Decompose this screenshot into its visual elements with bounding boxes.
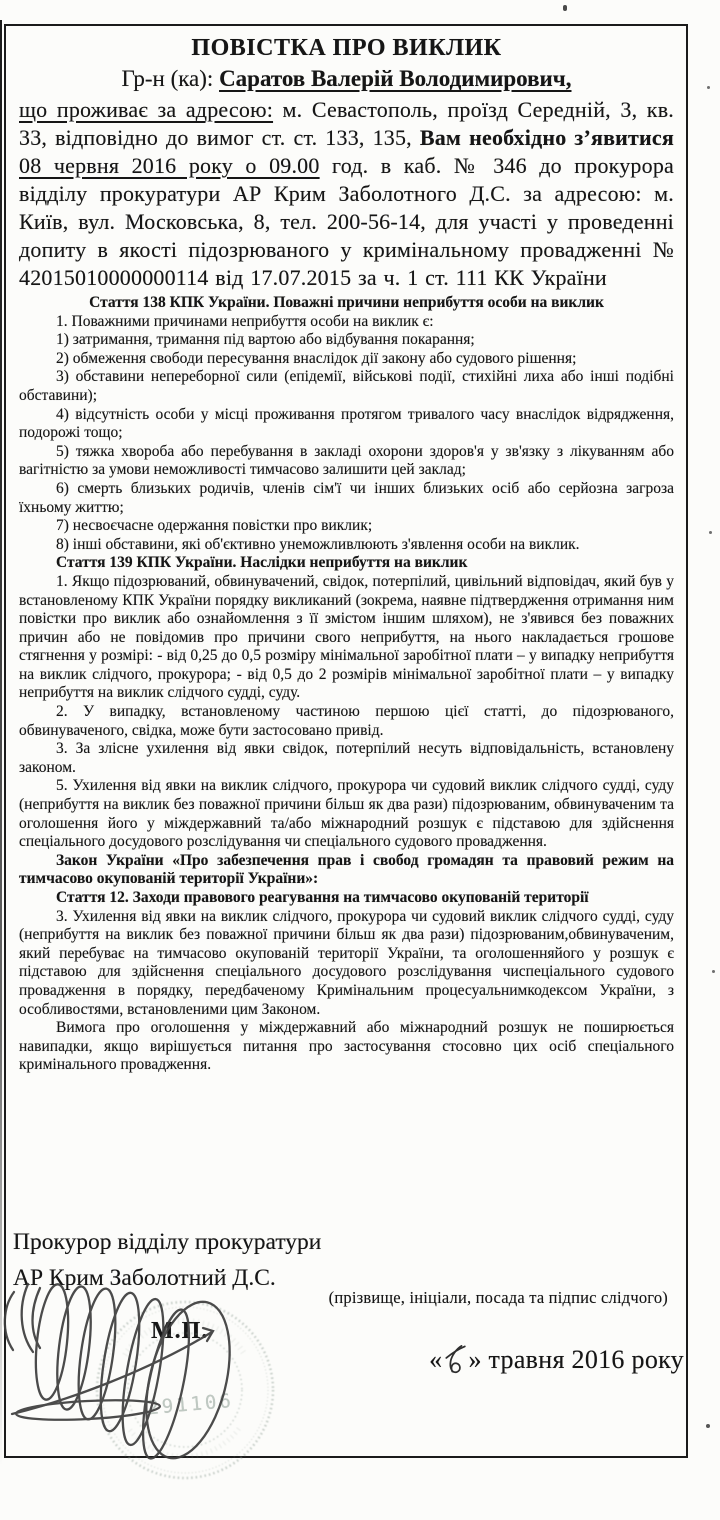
date-close-quote: » травня 2016 року bbox=[468, 1345, 684, 1374]
article-138-item-8: 8) інші обставини, які об'єктивно унеможливлюють з'явлення особи на виклик. bbox=[56, 535, 580, 553]
stamp-number: 291106 bbox=[146, 1389, 235, 1420]
document-title: ПОВІСТКА ПРО ВИКЛИК bbox=[191, 35, 502, 61]
summons-details: год. в каб. № 346 до прокурора відділу прокуратури АР Крим Заболотного Д.С. за адресою: м. Київ, вул. Московська, 8, тел. 200-56-14, для участі у проведенні допиту в якості підозрюваного у кримінальному провадженні № 42015010000000114 від 17.07.2015 за ч. 1 ст. 111 КК України bbox=[19, 153, 674, 290]
scan-speck bbox=[712, 970, 715, 973]
article-138-item-5: 5) тяжка хвороба або перебування в закладі охорони здоров'я у зв'язку з лікуванням або вагітністю за умови неможливості тимчасово залишити цей заклад; bbox=[19, 442, 674, 479]
must-appear-text: Вам необхідно з’явитися bbox=[419, 125, 674, 150]
article-138-item-6: 6) смерть близьких родичів, членів сім'ї чи інших близьких осіб або серйозна загроза їхньому життю; bbox=[19, 479, 674, 516]
article-138-heading: Стаття 138 КПК України. Поважні причини неприбуття особи на виклик bbox=[89, 294, 604, 311]
date-open-quote: « bbox=[429, 1345, 443, 1374]
signature-caption: (прізвище, ініціали, посада та підпис слідчого) bbox=[328, 1288, 668, 1307]
scan-speck bbox=[706, 1424, 710, 1428]
scan-speck bbox=[707, 86, 710, 89]
article-139-paragraph-1: 1. Якщо підозрюваний, обвинувачений, свідок, потерпілий, цивільний відповідач, який був у встановленому КПК України порядку викликаний (зокрема, наявне підтвердження отримання ним повістки про виклик або ознайомлення з її змістом іншим шляхом), не з'явився без поважних причин або не повідомив про причини свого неприбуття, на нього накладається грошове стягнення у розмірі: - від 0,25 до 0,5 розміру мінімальної заробітної плати – у випадку неприбуття на виклик слідчого, прокурора; - від 0,5 до 2 розмірів мінімальної заробітної плати – у випадку неприбуття на виклик слідчого судді, суду. bbox=[19, 572, 674, 702]
article-139-paragraph-5: 5. Ухилення від явки на виклик слідчого, прокурора чи судовий виклик слідчого судді, суду (неприбуття на виклик без поважної причини більш як два рази) підозрюваним, обвинуваченим та оголошення його у міждержавний та/або міжнародний розшук є підставою для здійснення спеціального досудового розслідування чи спеціального судового провадження. bbox=[19, 777, 674, 851]
article-138-item-2: 2) обмеження свободи пересування внаслідок дії закону або судового рішення; bbox=[56, 349, 577, 367]
article-139-paragraph-3: 3. За злісне ухилення від явки свідок, потерпілий несуть відповідальність, встановлену законом. bbox=[19, 740, 674, 776]
signatory-role-line2: АР Крим Заболотний Д.С. bbox=[13, 1265, 276, 1291]
signatory-role-line1: Прокурор відділу прокуратури bbox=[13, 1229, 322, 1255]
scan-speck bbox=[709, 531, 712, 534]
article-12-heading: Стаття 12. Заходи правового реагування на тимчасово окупованій території bbox=[56, 889, 589, 906]
scan-speck bbox=[563, 5, 567, 11]
seal-placeholder-label: М.П. bbox=[151, 1318, 209, 1344]
scan-edge-artifact bbox=[0, 20, 2, 1466]
addressee-line bbox=[19, 64, 674, 93]
article-138-item-3: 3) обставини непереборної сили (епідемії, військові події, стихійні лиха або інші подібні обставини); bbox=[19, 368, 674, 404]
address-text: м. Севастополь, проїзд Середній, 3, кв. 33, відповідно до вимог ст. ст. 133, 135, bbox=[19, 97, 674, 150]
date-line bbox=[429, 1342, 684, 1376]
legal-extracts bbox=[19, 294, 674, 1075]
handwritten-signature bbox=[0, 1262, 250, 1467]
article-139-paragraph-2: 2. У випадку, встановленому частиною першою цієї статті, до підозрюваного, обвинуваченого, свідка, може бути застосовано привід. bbox=[19, 703, 674, 739]
article-138-intro: 1. Поважними причинами неприбуття особи на виклик є: bbox=[56, 312, 434, 330]
search-requirement-paragraph: Вимога про оголошення у міждержавний або міжнародний розшук не поширюється навипадки, якщо вирішується питання про застосування стосовно цих осіб спеціального кримінального провадження. bbox=[19, 1019, 674, 1074]
summons-body bbox=[19, 96, 674, 292]
article-12-paragraph: 3. Ухилення від явки на виклик слідчого, прокурора чи судовий виклик слідчого судді, суду (неприбуття на виклик без поважної причини більш як два рази) підозрюваним,обвинуваченим, який перебуває на тимчасово окупованій території України, та оголошенняйого у розшук є підставою для здійснення спеціального досудового розслідування чиспеціального судового провадження в порядку, передбаченому Кримінальним процесуальнимкодексом України, з особливостями, встановленими цим Законом. bbox=[19, 907, 674, 1018]
article-139-heading: Стаття 139 КПК України. Наслідки неприбуття на виклик bbox=[56, 554, 468, 572]
article-138-item-7: 7) несвоєчасне одержання повістки про виклик; bbox=[56, 517, 373, 535]
law-heading: Закон України «Про забезпечення прав і свобод громадян та правовий режим на тимчасово окупованій території України»: bbox=[19, 851, 674, 888]
article-138-item-1: 1) затримання, тримання під вартою або відбування покарання; bbox=[56, 331, 475, 349]
handwritten-day-mark bbox=[443, 1342, 467, 1376]
article-138-item-4: 4) відсутність особи у місці проживання протягом тривалого часу внаслідок відрядження, подорожі тощо; bbox=[19, 405, 674, 442]
appearance-datetime: 08 червня 2016 року о 09.00 bbox=[19, 153, 320, 178]
addressee-prefix: Гр-н (ка): bbox=[121, 66, 220, 91]
addressee-name: Саратов Валерій Володимирович, bbox=[219, 66, 572, 91]
address-label: що проживає за адресою: bbox=[19, 97, 274, 122]
